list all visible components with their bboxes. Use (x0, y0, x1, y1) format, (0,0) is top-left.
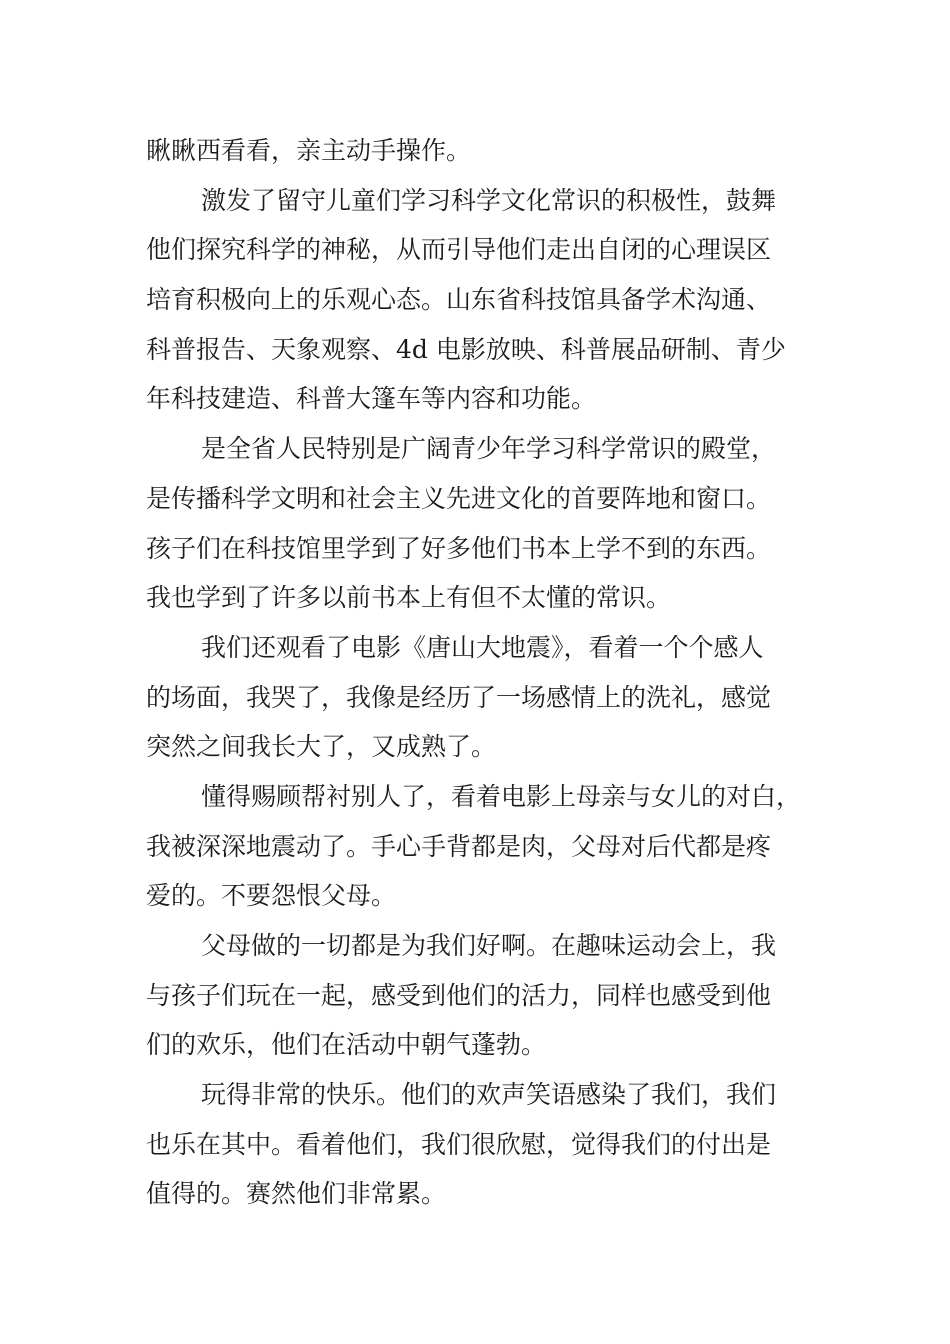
text-line: 懂得赐顾帮衬别人了，看着电影上母亲与女儿的对白， (201, 781, 802, 811)
document-body (146, 126, 836, 1219)
text-line: 是传播科学文明和社会主义先进文化的首要阵地和窗口。 (146, 483, 772, 513)
text-line: 我们还观看了电影《唐山大地震》，看着一个个感人 (201, 632, 764, 662)
text-line: 玩得非常的快乐。他们的欢声笑语感染了我们，我们 (201, 1080, 777, 1110)
text-line: 的场面，我哭了，我像是经历了一场感情上的洗礼，感觉 (146, 682, 772, 712)
text-line: 科普报告、天象观察、4d 电影放映、科普展品研制、青少 (146, 334, 786, 364)
text-line: 年科技建造、科普大篷车等内容和功能。 (146, 384, 597, 414)
text-line: 瞅瞅西看看，亲主动手操作。 (146, 136, 472, 165)
text-line: 他们探究科学的神秘，从而引导他们走出自闭的心理误区 (146, 235, 772, 265)
text-line: 培育积极向上的乐观心态。山东省科技馆具备学术沟通、 (146, 285, 772, 315)
text-line: 也乐在其中。看着他们，我们很欣慰，觉得我们的付出是 (146, 1129, 772, 1159)
text-line: 们的欢乐，他们在活动中朝气蓬勃。 (146, 1030, 547, 1060)
text-line: 父母做的一切都是为我们好啊。在趣味运动会上，我 (201, 931, 777, 960)
text-line: 与孩子们玩在一起，感受到他们的活力，同样也感受到他 (146, 980, 772, 1010)
text-line: 爱的。不要怨恨父母。 (146, 881, 397, 911)
text-line: 突然之间我长大了，又成熟了。 (146, 732, 497, 762)
text-line: 是全省人民特别是广阔青少年学习科学常识的殿堂， (201, 434, 777, 464)
text-line: 激发了留守儿童们学习科学文化常识的积极性，鼓舞 (201, 185, 777, 215)
text-line: 我也学到了许多以前书本上有但不太懂的常识。 (146, 583, 672, 613)
text-line: 我被深深地震动了。手心手背都是肉，父母对后代都是疼 (146, 831, 772, 861)
text-line: 孩子们在科技馆里学到了好多他们书本上学不到的东西。 (146, 533, 772, 563)
text-line: 值得的。赛然他们非常累。 (146, 1179, 447, 1209)
